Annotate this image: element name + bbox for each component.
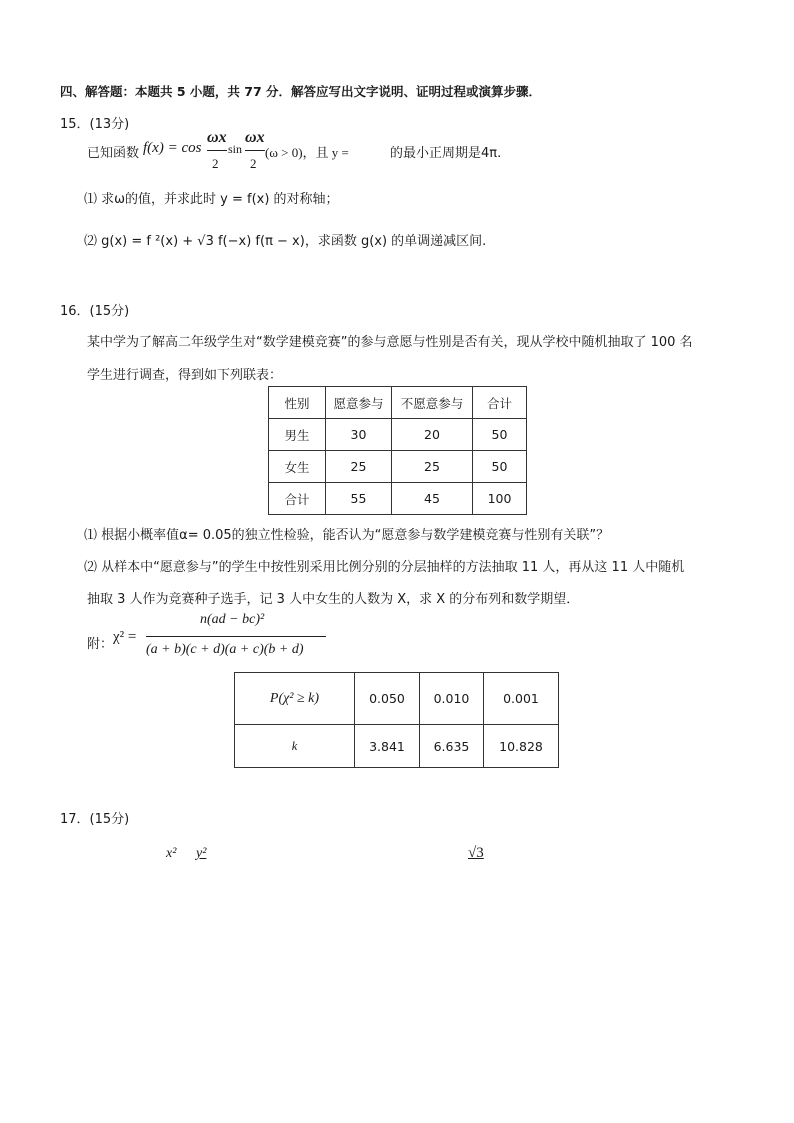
chi-square-symbol: χ² = — [113, 629, 137, 645]
q15-frac-bar-1 — [207, 150, 227, 151]
table-cell: 0.010 — [420, 673, 484, 725]
table-header-cell: 不愿意参与 — [392, 387, 473, 419]
q15-part1: ⑴ 求ω的值，并求此时 y = f(x) 的对称轴； — [84, 192, 339, 207]
contingency-table — [268, 386, 527, 515]
table-cell: 0.050 — [355, 673, 420, 725]
table-header-cell: 愿意参与 — [326, 387, 392, 419]
q16-part1: ⑴ 根据小概率值α= 0.05的独立性检验，能否认为“愿意参与数学建模竞赛与性别有关联”？ — [84, 528, 610, 543]
q15-condition: (ω > 0)，且 y = — [265, 145, 349, 160]
q15-frac-den-1: 2 — [212, 156, 219, 171]
table-cell: 10.828 — [484, 725, 559, 768]
section-header: 四、解答题：本题共 5 小题，共 77 分．解答应写出文字说明、证明过程或演算步骤． — [60, 84, 542, 99]
table-cell: 女生 — [269, 451, 326, 483]
q15-part2: ⑵ g(x) = f ²(x) + √3 f(−x) f(π − x)，求函数 g(x) 的单调递减区间. — [84, 234, 487, 249]
table-cell: 55 — [326, 483, 392, 515]
q15-frac-num-1: ωx — [207, 129, 227, 146]
table-cell: 男生 — [269, 419, 326, 451]
table-cell: P(χ² ≥ k) — [235, 673, 355, 725]
q17-fragment-x2: x² — [166, 846, 177, 861]
q16-part2-line1: ⑵ 从样本中“愿意参与”的学生中按性别采用比例分别的分层抽样的方法抽取 11 人，再从这 11 人中随机 — [84, 560, 685, 575]
table-cell: 50 — [473, 419, 527, 451]
q15-frac-den-2: 2 — [250, 156, 257, 171]
table-header-cell: 性别 — [269, 387, 326, 419]
critical-value-table — [234, 672, 559, 768]
q16-line1: 某中学为了解高二年级学生对“数学建模竞赛”的参与意愿与性别是否有关，现从学校中随机抽取了 100 名 — [87, 335, 693, 350]
table-row — [269, 451, 527, 483]
table-cell: 合计 — [269, 483, 326, 515]
formula-denominator: (a + b)(c + d)(a + c)(b + d) — [146, 642, 304, 657]
formula-numerator: n(ad − bc)² — [200, 612, 265, 627]
q15-sin: sin — [228, 142, 243, 156]
q15-stem-prefix: 已知函数 — [87, 146, 140, 161]
table-cell: 30 — [326, 419, 392, 451]
q15-frac-num-2: ωx — [245, 129, 265, 146]
table-row — [269, 483, 527, 515]
table-cell: 50 — [473, 451, 527, 483]
table-row — [235, 725, 559, 768]
table-cell: 20 — [392, 419, 473, 451]
q16-part2-line2: 抽取 3 人作为竞赛种子选手，记 3 人中女生的人数为 X，求 X 的分布列和数学期望． — [87, 592, 580, 607]
formula-fraction-bar — [146, 636, 326, 637]
q17-fragment-y2: y² — [196, 846, 207, 861]
table-cell: 100 — [473, 483, 527, 515]
table-cell: 45 — [392, 483, 473, 515]
table-cell: 3.841 — [355, 725, 420, 768]
q15-stem-suffix: 的最小正周期是4π. — [390, 146, 502, 161]
q15-frac-bar-2 — [245, 150, 265, 151]
table-cell: 0.001 — [484, 673, 559, 725]
table-header-cell: 合计 — [473, 387, 527, 419]
table-cell: k — [235, 725, 355, 768]
table-cell: 6.635 — [420, 725, 484, 768]
attach-label: 附： — [87, 637, 114, 652]
q16-line2: 学生进行调查，得到如下列联表： — [87, 368, 283, 383]
table-cell: 25 — [326, 451, 392, 483]
table-row — [235, 673, 559, 725]
q15-func: f(x) = cos — [143, 140, 202, 156]
q17-number: 17．(15分) — [60, 812, 130, 827]
q15-number: 15．(13分) — [60, 117, 130, 132]
table-row — [269, 419, 527, 451]
q17-fragment-sqrt3: √3 — [468, 845, 484, 861]
table-cell: 25 — [392, 451, 473, 483]
q16-number: 16．(15分) — [60, 304, 130, 319]
